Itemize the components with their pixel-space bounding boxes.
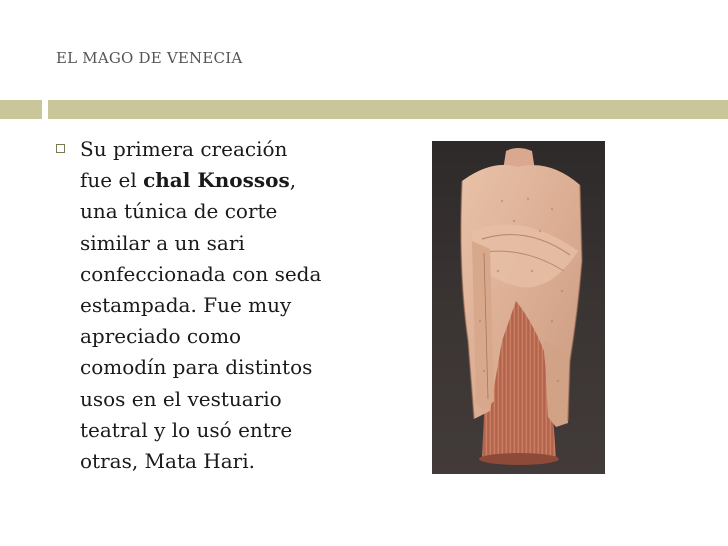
square-bullet-icon	[56, 144, 65, 153]
bullet-line-suffix: ,	[289, 168, 297, 193]
bullet-line-prefix: fue el	[80, 168, 144, 193]
shawl-illustration	[432, 141, 605, 474]
bullet-line: otras, Mata Hari.	[80, 449, 255, 474]
bullet-line: estampada. Fue muy	[80, 293, 292, 318]
bullet-text	[80, 134, 380, 477]
bullet-line: teatral y lo usó entre	[80, 417, 293, 442]
bullet-line: una túnica de corte	[80, 199, 278, 224]
bullet-line: similar a un sari	[80, 230, 245, 255]
bullet-line: confeccionada con seda	[80, 261, 322, 286]
bullet-line: usos en el vestuario	[80, 386, 282, 411]
bullet-line: comodín para distintos	[80, 355, 313, 380]
bullet-line: apreciado como	[80, 324, 242, 349]
bullet-line	[80, 165, 380, 196]
slide-title: EL MAGO DE VENECIA	[56, 49, 243, 67]
accent-bar-right	[48, 100, 728, 119]
bullet-line: Su primera creación	[80, 137, 288, 161]
accent-bar-left	[0, 100, 42, 119]
bold-term: chal Knossos	[143, 168, 290, 193]
knossos-shawl-photo	[432, 141, 605, 474]
